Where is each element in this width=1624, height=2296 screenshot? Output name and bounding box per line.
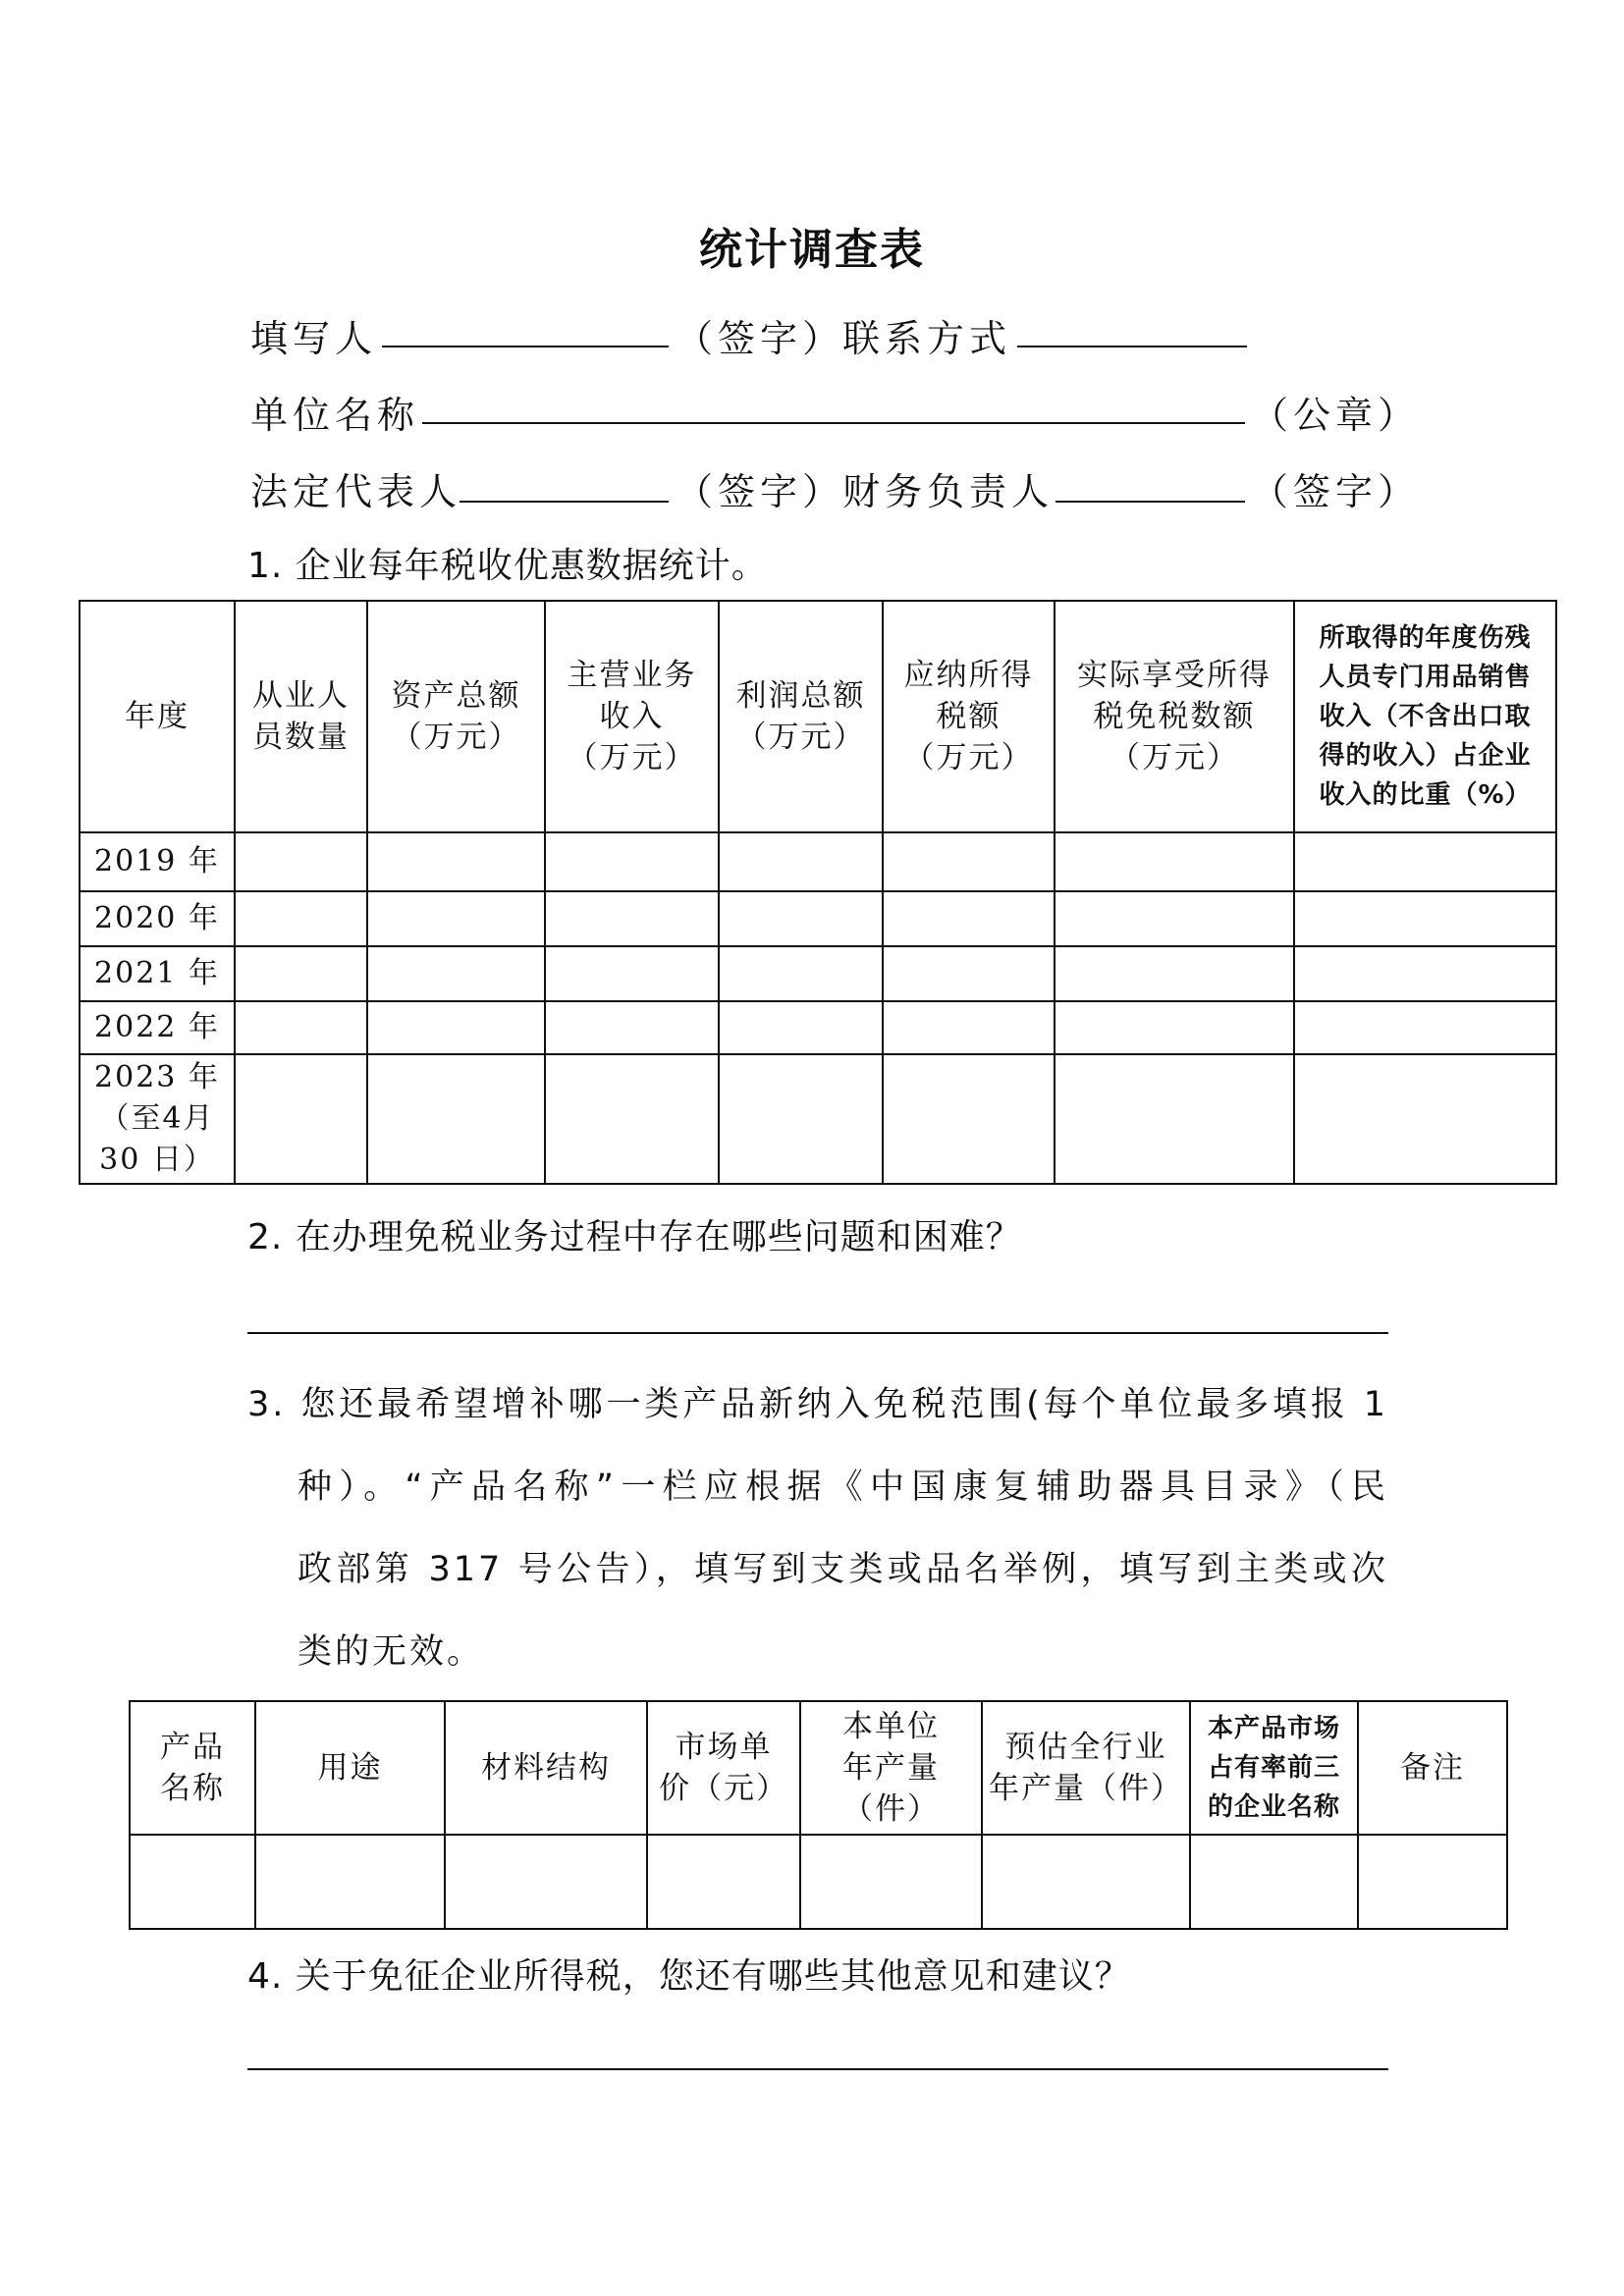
- product-table-header-0: [130, 1701, 255, 1835]
- header-text-line: （件）: [842, 1791, 940, 1827]
- section3-line-4: 类的无效。: [298, 1632, 485, 1672]
- tax-table-header-0: [80, 601, 235, 832]
- data-entry-cell[interactable]: [235, 891, 367, 946]
- header-text-line: （万元）: [567, 740, 697, 775]
- data-entry-cell[interactable]: [367, 1054, 545, 1184]
- seal-note: （公章）: [1251, 394, 1421, 437]
- header-text-line: 收入（不含出口取: [1319, 702, 1532, 731]
- year-cell: [80, 946, 235, 1001]
- header-text-line: 税额: [936, 699, 1001, 734]
- data-entry-cell[interactable]: [719, 891, 883, 946]
- section4-answer-line[interactable]: [247, 2068, 1388, 2070]
- unit-name-label: 单位名称: [250, 394, 420, 437]
- tax-table-header-1: [235, 601, 367, 832]
- table-row: [80, 891, 1556, 946]
- section4-heading: 4. 关于免征企业所得税，您还有哪些其他意见和建议？: [247, 1956, 1131, 1997]
- data-entry-cell[interactable]: [1294, 832, 1556, 891]
- year-cell: [80, 1001, 235, 1054]
- header-text-line: 从业人: [252, 678, 350, 714]
- section3-line-3: 政部第 317 号公告），填写到支类或品名举例，填写到主类或次: [298, 1550, 1388, 1589]
- legal-rep-label: 法定代表人: [250, 470, 462, 513]
- sign-note-3: （签字）: [1251, 470, 1421, 513]
- header-text-line: 得的收入）占企业: [1319, 741, 1532, 771]
- table-row: [80, 1001, 1556, 1054]
- header-text-line: 市场单: [675, 1730, 773, 1765]
- year-cell: [80, 891, 235, 946]
- sign-note-1: （签字）: [676, 317, 845, 360]
- data-entry-cell[interactable]: [719, 1001, 883, 1054]
- header-text-line: （万元）: [903, 740, 1034, 775]
- header-text-line: （万元）: [735, 720, 866, 755]
- header-text-line: （万元）: [391, 720, 521, 755]
- product-entry-cell[interactable]: [800, 1835, 982, 1929]
- data-entry-cell[interactable]: [883, 891, 1055, 946]
- header-text-line: 30 日）: [99, 1143, 215, 1177]
- data-entry-cell[interactable]: [545, 1001, 719, 1054]
- contact-line[interactable]: [1017, 346, 1247, 347]
- header-text-line: 2023 年: [94, 1060, 220, 1095]
- data-entry-cell[interactable]: [545, 832, 719, 891]
- header-text-line: （至4月: [99, 1101, 215, 1136]
- data-entry-cell[interactable]: [545, 891, 719, 946]
- section2-heading: 2. 在办理免税业务过程中存在哪些问题和困难？: [247, 1217, 1022, 1257]
- header-text-line: 预估全行业: [1004, 1730, 1167, 1765]
- section3-line-1: 3. 您还最希望增补哪一类产品新纳入免税范围(每个单位最多填报 1: [247, 1385, 1388, 1424]
- product-entry-cell[interactable]: [255, 1835, 445, 1929]
- data-entry-cell[interactable]: [719, 946, 883, 1001]
- product-table-header-5: [982, 1701, 1190, 1835]
- tax-table-header-4: [719, 601, 883, 832]
- data-entry-cell[interactable]: [1294, 891, 1556, 946]
- data-entry-cell[interactable]: [1055, 1001, 1294, 1054]
- tax-data-table: [79, 600, 1557, 1185]
- data-entry-cell[interactable]: [367, 946, 545, 1001]
- data-entry-cell[interactable]: [235, 1054, 367, 1184]
- finance-label: 财务负责人: [842, 470, 1055, 513]
- data-entry-cell[interactable]: [367, 832, 545, 891]
- tax-table-header-3: [545, 601, 719, 832]
- header-text-line: 产品: [160, 1730, 225, 1765]
- data-entry-cell[interactable]: [1294, 1054, 1556, 1184]
- year-cell: [80, 832, 235, 891]
- header-text-line: 应纳所得: [903, 658, 1034, 693]
- product-table-header-1: [255, 1701, 445, 1835]
- tax-table-header-6: [1055, 601, 1294, 832]
- data-entry-cell[interactable]: [367, 891, 545, 946]
- header-text-line: 2022 年: [94, 1010, 220, 1044]
- data-entry-cell[interactable]: [1055, 891, 1294, 946]
- header-text-line: 2021 年: [94, 956, 220, 990]
- header-text-line: 材料结构: [481, 1750, 611, 1786]
- header-text-line: 税免税数额: [1093, 699, 1256, 734]
- product-table-header-2: [445, 1701, 647, 1835]
- header-text-line: 收入的比重（%）: [1319, 780, 1532, 810]
- data-entry-cell[interactable]: [545, 1054, 719, 1184]
- product-table-header-4: [800, 1701, 982, 1835]
- data-entry-cell[interactable]: [235, 832, 367, 891]
- header-text-line: 的企业名称: [1207, 1792, 1340, 1822]
- tax-table-header-7: [1294, 601, 1556, 832]
- header-text-line: 占有率前三: [1207, 1753, 1340, 1783]
- data-entry-cell[interactable]: [719, 832, 883, 891]
- data-entry-cell[interactable]: [883, 1001, 1055, 1054]
- header-text-line: 本单位: [842, 1709, 940, 1744]
- product-entry-cell[interactable]: [647, 1835, 800, 1929]
- data-entry-cell[interactable]: [883, 832, 1055, 891]
- unit-name-line[interactable]: [422, 422, 1245, 424]
- product-table-header-row: [130, 1701, 1507, 1835]
- header-text-line: 年产量（件）: [989, 1771, 1183, 1806]
- data-entry-cell[interactable]: [883, 1054, 1055, 1184]
- data-entry-cell[interactable]: [1055, 1054, 1294, 1184]
- header-text-line: （万元）: [1110, 740, 1239, 775]
- header-text-line: 年产量: [842, 1750, 940, 1786]
- legal-rep-line[interactable]: [460, 501, 669, 503]
- header-text-line: 价（元）: [659, 1771, 788, 1806]
- header-text-line: 利润总额: [735, 678, 866, 714]
- table-row: [80, 946, 1556, 1001]
- filler-signature-line[interactable]: [382, 346, 669, 347]
- page-title: 统计调查表: [699, 225, 925, 275]
- header-text-line: 2019 年: [94, 844, 220, 879]
- product-table-input-row: [130, 1835, 1507, 1929]
- data-entry-cell[interactable]: [883, 946, 1055, 1001]
- table-row: [80, 832, 1556, 891]
- product-table: [129, 1700, 1508, 1930]
- header-text-line: 用途: [317, 1750, 383, 1786]
- data-entry-cell[interactable]: [719, 1054, 883, 1184]
- product-entry-cell[interactable]: [1358, 1835, 1507, 1929]
- product-entry-cell[interactable]: [1190, 1835, 1358, 1929]
- product-table-header-7: [1358, 1701, 1507, 1835]
- header-text-line: 主营业务: [567, 658, 697, 693]
- data-entry-cell[interactable]: [235, 1001, 367, 1054]
- data-entry-cell[interactable]: [1055, 946, 1294, 1001]
- section3-line-2: 种）。“产品名称”一栏应根据《中国康复辅助器具目录》（民: [298, 1468, 1388, 1507]
- header-text-line: 2020 年: [94, 901, 220, 935]
- header-text-line: 收入: [599, 699, 665, 734]
- header-text-line: 人员专门用品销售: [1319, 663, 1532, 692]
- tax-table-header-5: [883, 601, 1055, 832]
- year-cell: [80, 1054, 235, 1184]
- header-text-line: 实际享受所得: [1077, 658, 1272, 693]
- data-entry-cell[interactable]: [1294, 1001, 1556, 1054]
- data-entry-cell[interactable]: [367, 1001, 545, 1054]
- product-table-header-3: [647, 1701, 800, 1835]
- data-entry-cell[interactable]: [545, 946, 719, 1001]
- data-entry-cell[interactable]: [1055, 832, 1294, 891]
- header-text-line: 员数量: [252, 720, 350, 755]
- header-text-line: 备注: [1400, 1750, 1465, 1786]
- section3-paragraph: [247, 1363, 1388, 1693]
- tax-table-header-2: [367, 601, 545, 832]
- data-entry-cell[interactable]: [235, 946, 367, 1001]
- header-text-line: 所取得的年度伤残: [1319, 623, 1532, 653]
- header-text-line: 年度: [125, 699, 189, 734]
- header-text-line: 名称: [160, 1771, 225, 1806]
- header-text-line: 本产品市场: [1207, 1714, 1340, 1743]
- section1-heading: 1. 企业每年税收优惠数据统计。: [247, 546, 768, 586]
- finance-line[interactable]: [1056, 501, 1245, 503]
- header-text-line: 资产总额: [391, 678, 521, 714]
- product-entry-cell[interactable]: [445, 1835, 647, 1929]
- data-entry-cell[interactable]: [1294, 946, 1556, 1001]
- product-table-header-6: [1190, 1701, 1358, 1835]
- product-entry-cell[interactable]: [982, 1835, 1190, 1929]
- product-entry-cell[interactable]: [130, 1835, 255, 1929]
- filler-label: 填写人: [250, 317, 378, 360]
- tax-table-header-row: [80, 601, 1556, 832]
- table-row: [80, 1054, 1556, 1184]
- contact-label: 联系方式: [842, 317, 1012, 360]
- section2-answer-line[interactable]: [247, 1332, 1388, 1334]
- sign-note-2: （签字）: [676, 470, 845, 513]
